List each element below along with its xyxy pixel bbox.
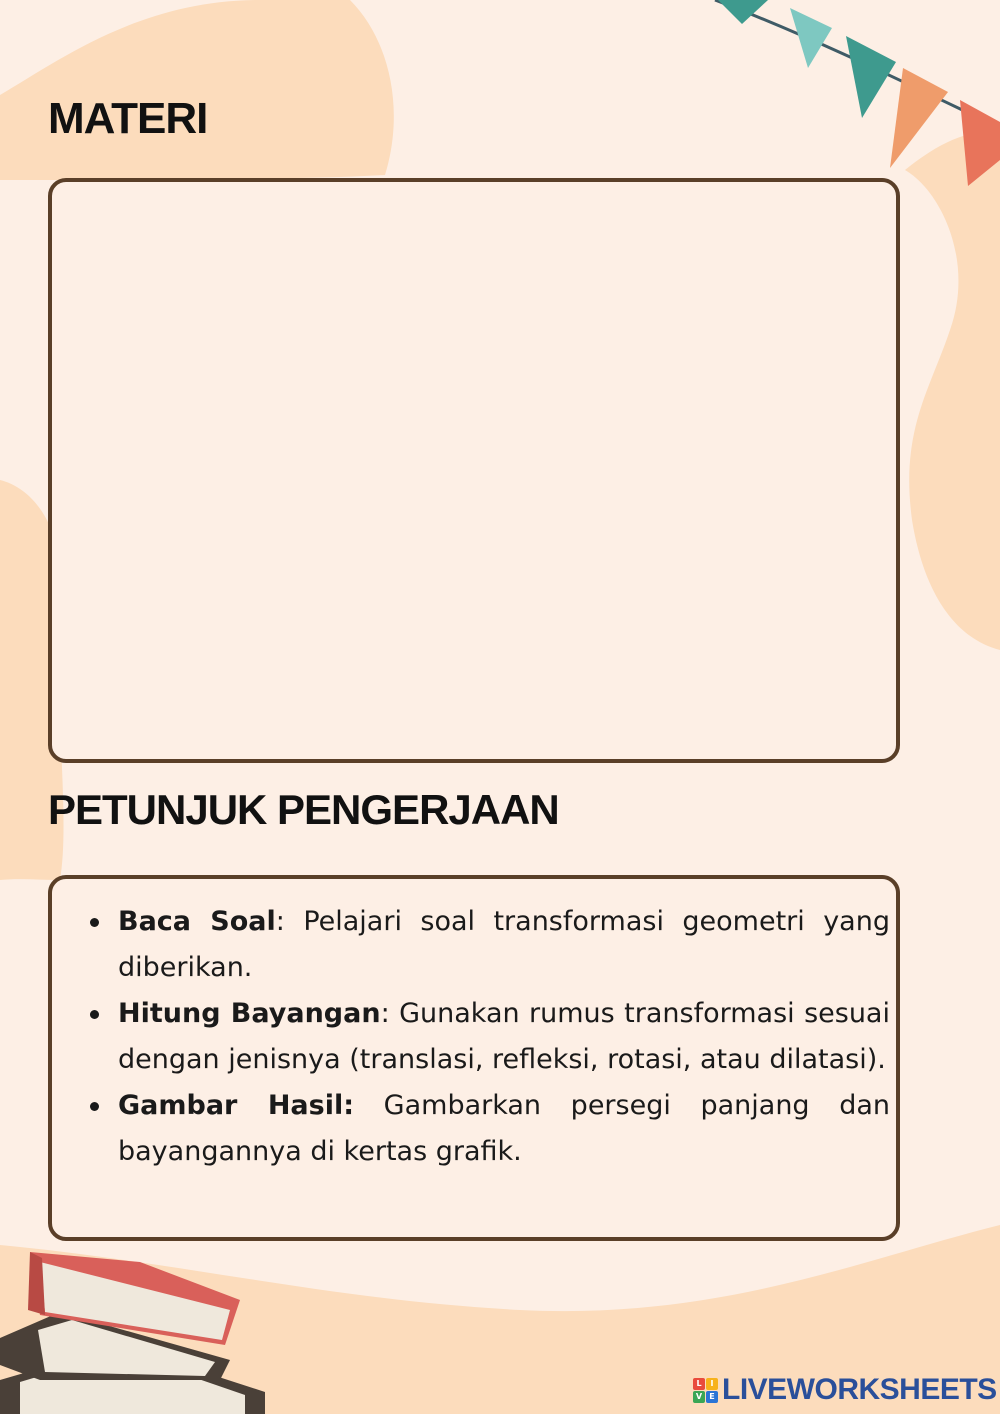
- liveworksheets-logo: [693, 1374, 997, 1406]
- instruction-item: [118, 991, 890, 1083]
- materi-content-box: [48, 178, 900, 763]
- instruction-text: Gunakan rumus transformasi sesuai dengan jenisnya (translasi, refleksi, rotasi, atau dilatasi).: [118, 998, 890, 1075]
- logo-letter: E: [706, 1391, 718, 1403]
- petunjuk-heading: PETUNJUK PENGERJAAN: [48, 786, 559, 833]
- instructions-list: [118, 899, 890, 1175]
- instruction-separator: :: [275, 906, 304, 937]
- instruction-text: Gambarkan persegi panjang dan bayangannya di kertas grafik.: [118, 1090, 890, 1167]
- liveworksheets-logo-text: LIVEWORKSHEETS: [722, 1373, 997, 1406]
- instruction-term: Gambar Hasil:: [118, 1090, 355, 1121]
- instruction-text: Pelajari soal transformasi geometri yang diberikan.: [118, 906, 890, 983]
- logo-letter: V: [693, 1391, 705, 1403]
- instruction-term: Baca Soal: [118, 906, 276, 937]
- liveworksheets-logo-icon: [693, 1378, 718, 1403]
- instruction-item: [118, 899, 890, 991]
- instruction-term: Hitung Bayangan: [118, 998, 381, 1029]
- instruction-separator: :: [380, 998, 400, 1029]
- instruction-item: [118, 1083, 890, 1175]
- logo-letter: I: [706, 1378, 718, 1390]
- materi-heading: MATERI: [48, 94, 208, 143]
- logo-letter: L: [693, 1378, 705, 1390]
- petunjuk-content-box: [48, 875, 900, 1241]
- instruction-separator: [354, 1090, 384, 1121]
